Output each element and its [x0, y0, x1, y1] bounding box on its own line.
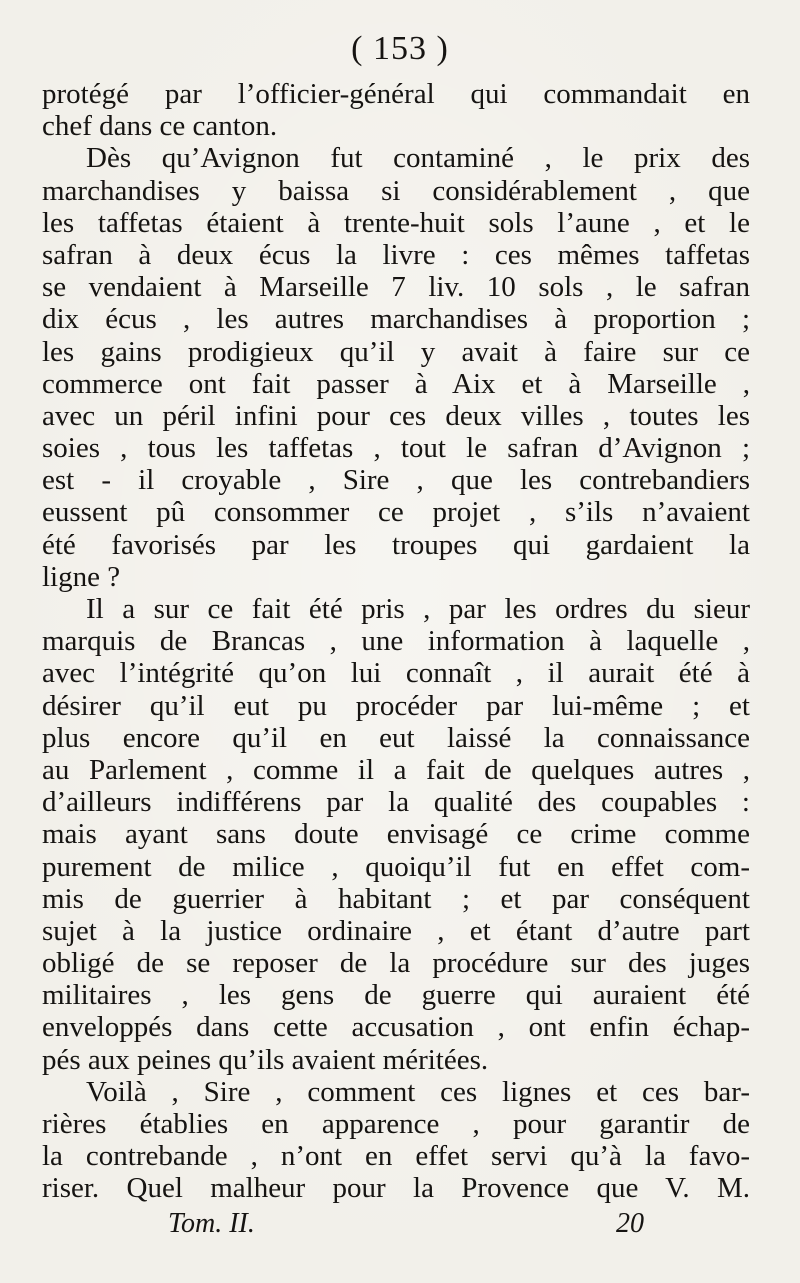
text-line: protégé par l’officier-général qui commandait en [42, 78, 750, 110]
text-line: enveloppés dans cette accusation , ont enfin échap- [42, 1011, 750, 1044]
text-line: la contrebande , n’ont en effet servi qu’à la favo- [42, 1140, 750, 1173]
text-line: soies , tous les taffetas , tout le safran d’Avignon ; [42, 432, 750, 465]
page-footer [0, 1208, 800, 1248]
text-line: les gains prodigieux qu’il y avait à faire sur ce [42, 335, 750, 368]
text-line: sujet à la justice ordinaire , et étant d’autre part [42, 914, 750, 947]
text-line: rières établies en apparence , pour garantir de [42, 1108, 750, 1140]
text-line: dix écus , les autres marchandises à proportion ; [42, 303, 750, 336]
volume-signature: Tom. II. [168, 1208, 255, 1239]
text-line: été favorisés par les troupes qui gardaient la [42, 528, 750, 561]
text-line: militaires , les gens de guerre qui auraient été [42, 979, 750, 1012]
text-line: se vendaient à Marseille 7 liv. 10 sols , le safran [42, 271, 750, 304]
text-line: au Parlement , comme il a fait de quelques autres , [42, 753, 750, 786]
text-line: Il a sur ce fait été pris , par les ordres du sieur [86, 593, 750, 625]
text-line: est - il croyable , Sire , que les contrebandiers [42, 464, 750, 497]
text-line: désirer qu’il eut pu procéder par lui-même ; et [42, 689, 750, 722]
text-line: eussent pû consommer ce projet , s’ils n’avaient [42, 496, 750, 529]
body-text [42, 78, 750, 1205]
text-line: obligé de se reposer de la procédure sur des juges [42, 947, 750, 980]
text-line: Dès qu’Avignon fut contaminé , le prix des [86, 142, 750, 175]
text-line: marchandises y baissa si considérablement , que [42, 174, 750, 207]
text-line: purement de milice , quoiqu’il fut en effet com- [42, 850, 750, 883]
text-line: pés aux peines qu’ils avaient méritées. [42, 1043, 489, 1076]
text-line: Voilà , Sire , comment ces lignes et ces bar- [86, 1075, 750, 1108]
text-line: plus encore qu’il en eut laissé la connaissance [42, 721, 750, 754]
text-line: marquis de Brancas , une information à laquelle , [42, 625, 750, 658]
text-line: safran à deux écus la livre : ces mêmes taffetas [42, 238, 750, 271]
text-line: avec l’intégrité qu’on lui connaît , il aurait été à [42, 657, 750, 690]
text-line: mis de guerrier à habitant ; et par conséquent [42, 882, 750, 915]
text-line: commerce ont fait passer à Aix et à Marseille , [42, 367, 750, 400]
text-line: mais ayant sans doute envisagé ce crime comme [42, 818, 750, 851]
text-line: chef dans ce canton. [42, 110, 278, 143]
text-line: d’ailleurs indifférens par la qualité des coupables : [42, 786, 750, 819]
text-line: avec un péril infini pour ces deux villes , toutes les [42, 399, 750, 432]
text-line: riser. Quel malheur pour la Provence que V. M. [42, 1172, 750, 1205]
page-number-header: ( 153 ) [351, 30, 449, 67]
gathering-signature: 20 [616, 1208, 644, 1239]
text-line: les taffetas étaient à trente-huit sols l’aune , et le [42, 206, 750, 239]
text-line: ligne ? [42, 560, 121, 593]
